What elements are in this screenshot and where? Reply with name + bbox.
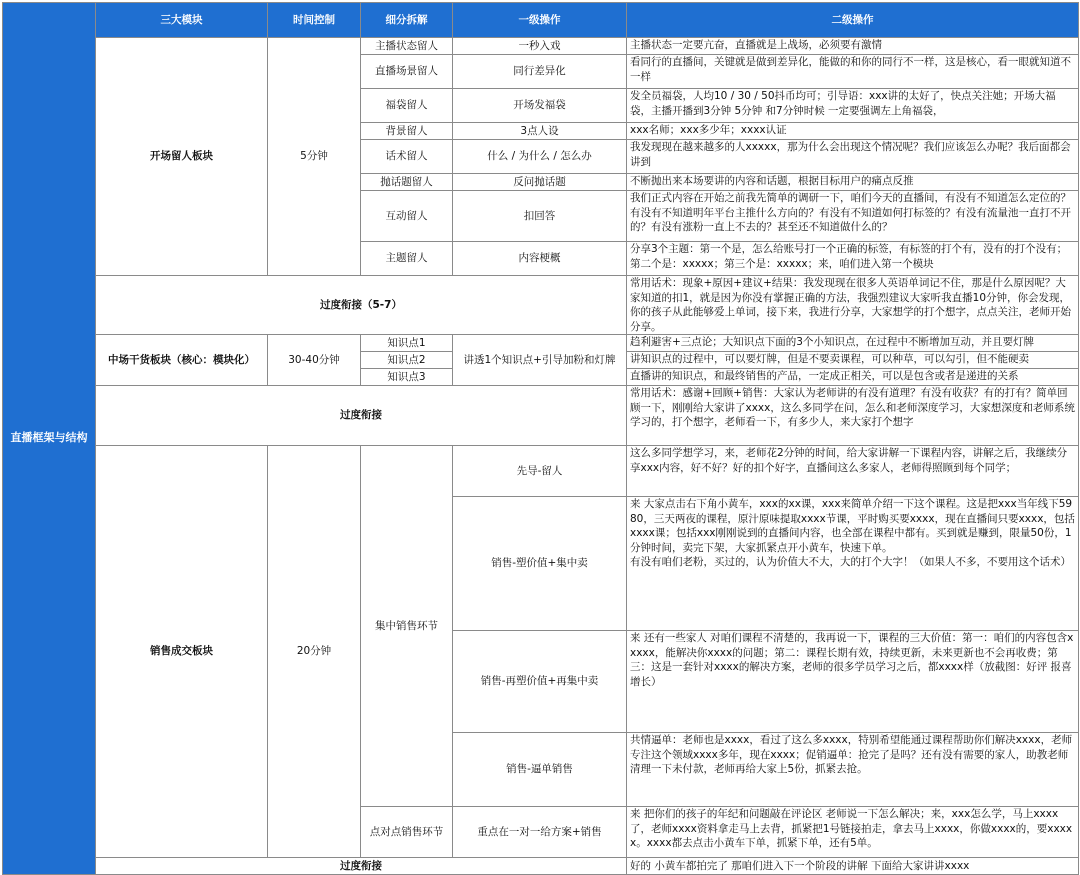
middle-sub: 知识点2: [361, 352, 453, 369]
transition-label: 过度衔接（5-7）: [96, 276, 627, 335]
middle-module: 中场干货板块（核心：模块化）: [96, 335, 268, 386]
table-row: [3, 858, 1079, 875]
header-module: 三大模块: [96, 3, 268, 38]
opening-op1: 扣回答: [453, 191, 627, 242]
opening-sub: 直播场景留人: [361, 55, 453, 89]
opening-sub: 背景留人: [361, 123, 453, 140]
opening-sub: 抛话题留人: [361, 174, 453, 191]
sales-op2: 来 大家点击右下角小黄车，xxx的xx课，xxx来简单介绍一下这个课程。这是把xxx当年线下5980，三天两夜的课程，原汁原味提取xxxx节课，平时购买要xxxx，现在直播间只要xxxx，包括xxxx课；包括xxx刚刚说到的直播间内容，也全部在课程中都有。买到就是赚到，限量50份，1分钟时间，卖完下架，大家抓紧点开小黄车，快速下单。: [630, 498, 1075, 554]
middle-op2: 讲知识点的过程中，可以要灯牌，但是不要卖课程，可以种草，可以勾引，但不能硬卖: [627, 352, 1079, 369]
opening-sub: 互动留人: [361, 191, 453, 242]
middle-op2: 趋利避害+三点论；大知识点下面的3个小知识点，在过程中不断增加互动，并且要灯牌: [627, 335, 1079, 352]
table-row: [3, 335, 1079, 352]
opening-op2: 发全员福袋，人均10 / 30 / 50抖币均可；引导语：xxx讲的太好了，快点关注她；开场大福袋，主播开播到3分钟 5分钟 和7分钟时候 一定要强调左上角福袋，: [627, 89, 1079, 123]
transition-text: 常用话术：感谢+回顾+销售：大家认为老师讲的有没有道理？有没有收获？有的打有？简单回顾一下，刚刚给大家讲了xxxx，这么多同学在问，怎么和老师深度学习，大家想深度和老师系统学习的，打个想字，老师看一下，有多少人，来大家打个想字: [627, 386, 1079, 446]
sales-op1: 销售-塑价值+集中卖: [453, 497, 627, 631]
opening-op2: 我发现现在越来越多的人xxxxx，那为什么会出现这个情况呢？我们应该怎么办呢？我后面都会讲到: [627, 140, 1079, 174]
table-row: [3, 386, 1079, 446]
middle-op1: 讲透1个知识点+引导加粉和灯牌: [453, 335, 627, 386]
opening-op1: 同行差异化: [453, 55, 627, 89]
opening-op2: 主播状态一定要亢奋，直播就是上战场，必须要有激情: [627, 38, 1079, 55]
opening-op1: 一秒入戏: [453, 38, 627, 55]
opening-sub: 主播状态留人: [361, 38, 453, 55]
middle-time: 30-40分钟: [268, 335, 361, 386]
opening-op1: 3点人设: [453, 123, 627, 140]
table-header-row: [3, 3, 1079, 38]
opening-time: 5分钟: [268, 38, 361, 276]
table-row: [3, 276, 1079, 335]
table-row: [3, 38, 1079, 55]
sales-op2: 这么多同学想学习，来，老师花2分钟的时间，给大家讲解一下课程内容，讲解之后，我继续分享xxx内容，好不好？好的扣个好字，直播间这么多家人，老师得照顾到每个同学；: [627, 446, 1079, 497]
opening-sub: 话术留人: [361, 140, 453, 174]
sales-op1: 销售-逼单销售: [453, 733, 627, 807]
live-structure-table: [2, 2, 1079, 875]
sales-module: 销售成交板块: [96, 446, 268, 858]
opening-op1: 开场发福袋: [453, 89, 627, 123]
opening-op2: 分享3个主题：第一个是，怎么给账号打一个正确的标签，有标签的打个有，没有的打个没有；第二个是：xxxxx；第三个是：xxxxx；来，咱们进入第一个模块: [627, 242, 1079, 276]
opening-op2: 不断抛出来本场要讲的内容和话题，根据目标用户的痛点反推: [627, 174, 1079, 191]
opening-sub: 福袋留人: [361, 89, 453, 123]
opening-op2: 看同行的直播间，关键就是做到差异化，能做的和你的同行不一样，这是核心，看一眼就知道不一样: [627, 55, 1079, 89]
sales-time: 20分钟: [268, 446, 361, 858]
opening-op2: 我们正式内容在开始之前我先简单的调研一下，咱们今天的直播间，有没有不知道怎么定位的？有没有不知道明年平台主推什么方向的？有没有不知道如何打标签的？有没有流量池一直打不开的？有没有涨粉一直上不去的？甚至还不知道做什么的？: [627, 191, 1079, 242]
opening-op1: 反问抛话题: [453, 174, 627, 191]
opening-op1: 内容梗概: [453, 242, 627, 276]
sales-op2: 共情逼单：老师也是xxxx，看过了这么多xxxx，特别希望能通过课程帮助你们解决xxxx，老师专注这个领域xxxx多年，现在xxxx；促销逼单：抢完了是吗？还有没有需要的家人，助教老师清理一下未付款，老师再给大家上5份，抓紧去抢。: [627, 733, 1079, 807]
sales-op2: 来 把你们的孩子的年纪和问题敲在评论区 老师说一下怎么解决；来，xxx怎么学，马上xxxx了，老师xxxx资料拿走马上去背，抓紧把1号链接拍走，拿去马上xxxx，你做xxxx的，要xxxxx。xxxx都去点击小黄车下单，抓紧下单，还有5单。: [627, 807, 1079, 858]
opening-op1: 什么 / 为什么 / 怎么办: [453, 140, 627, 174]
opening-module: 开场留人板块: [96, 38, 268, 276]
transition-label: 过度衔接: [96, 386, 627, 446]
sales-op1: 销售-再塑价值+再集中卖: [453, 631, 627, 733]
middle-op2: 直播讲的知识点，和最终销售的产品，一定成正相关，可以是包含或者是递进的关系: [627, 369, 1079, 386]
header-op1: 一级操作: [453, 3, 627, 38]
opening-sub: 主题留人: [361, 242, 453, 276]
header-op2: 二级操作: [627, 3, 1079, 38]
middle-sub: 知识点3: [361, 369, 453, 386]
transition-text: 好的 小黄车都拍完了 那咱们进入下一个阶段的讲解 下面给大家讲讲xxxx: [627, 858, 1079, 875]
middle-sub: 知识点1: [361, 335, 453, 352]
header-time: 时间控制: [268, 3, 361, 38]
side-label: 直播框架与结构: [3, 3, 96, 875]
opening-op2: xxx名师；xxx多少年；xxxx认证: [627, 123, 1079, 140]
sales-group: 集中销售环节: [361, 446, 453, 807]
transition-text: 常用话术：现象+原因+建议+结果：我发现现在很多人英语单词记不住，那是什么原因呢？大家知道的扣1，就是因为你没有掌握正确的方法，我强烈建议大家听我直播10分钟，你会发现，你的孩子从此能够爱上单词，接下来，我进行分享，大家想学的打个想字，点点关注，老师开始分享。: [627, 276, 1079, 335]
sales-op2-cell: [627, 497, 1079, 631]
sales-op1: 先导-留人: [453, 446, 627, 497]
sales-op2: 来 还有一些家人 对咱们课程不清楚的，我再说一下，课程的三大价值：第一：咱们的内容包含xxxxx，能解决你xxxx的问题；第二：课程长期有效，持续更新，未来更新也不会再收费；第三：这是一套针对xxxx的解决方案，老师的很多学员学习之后，都xxxx样（放截图：好评 报喜 增长）: [627, 631, 1079, 733]
table-row: [3, 446, 1079, 497]
sales-op2-extra: 有没有咱们老粉，买过的，认为价值大不大，大的打个大字！（如果人不多，不要用这个话术）: [630, 556, 1071, 568]
sales-group: 点对点销售环节: [361, 807, 453, 858]
header-breakdown: 细分拆解: [361, 3, 453, 38]
transition-label: 过度衔接: [96, 858, 627, 875]
sales-op1: 重点在一对一给方案+销售: [453, 807, 627, 858]
